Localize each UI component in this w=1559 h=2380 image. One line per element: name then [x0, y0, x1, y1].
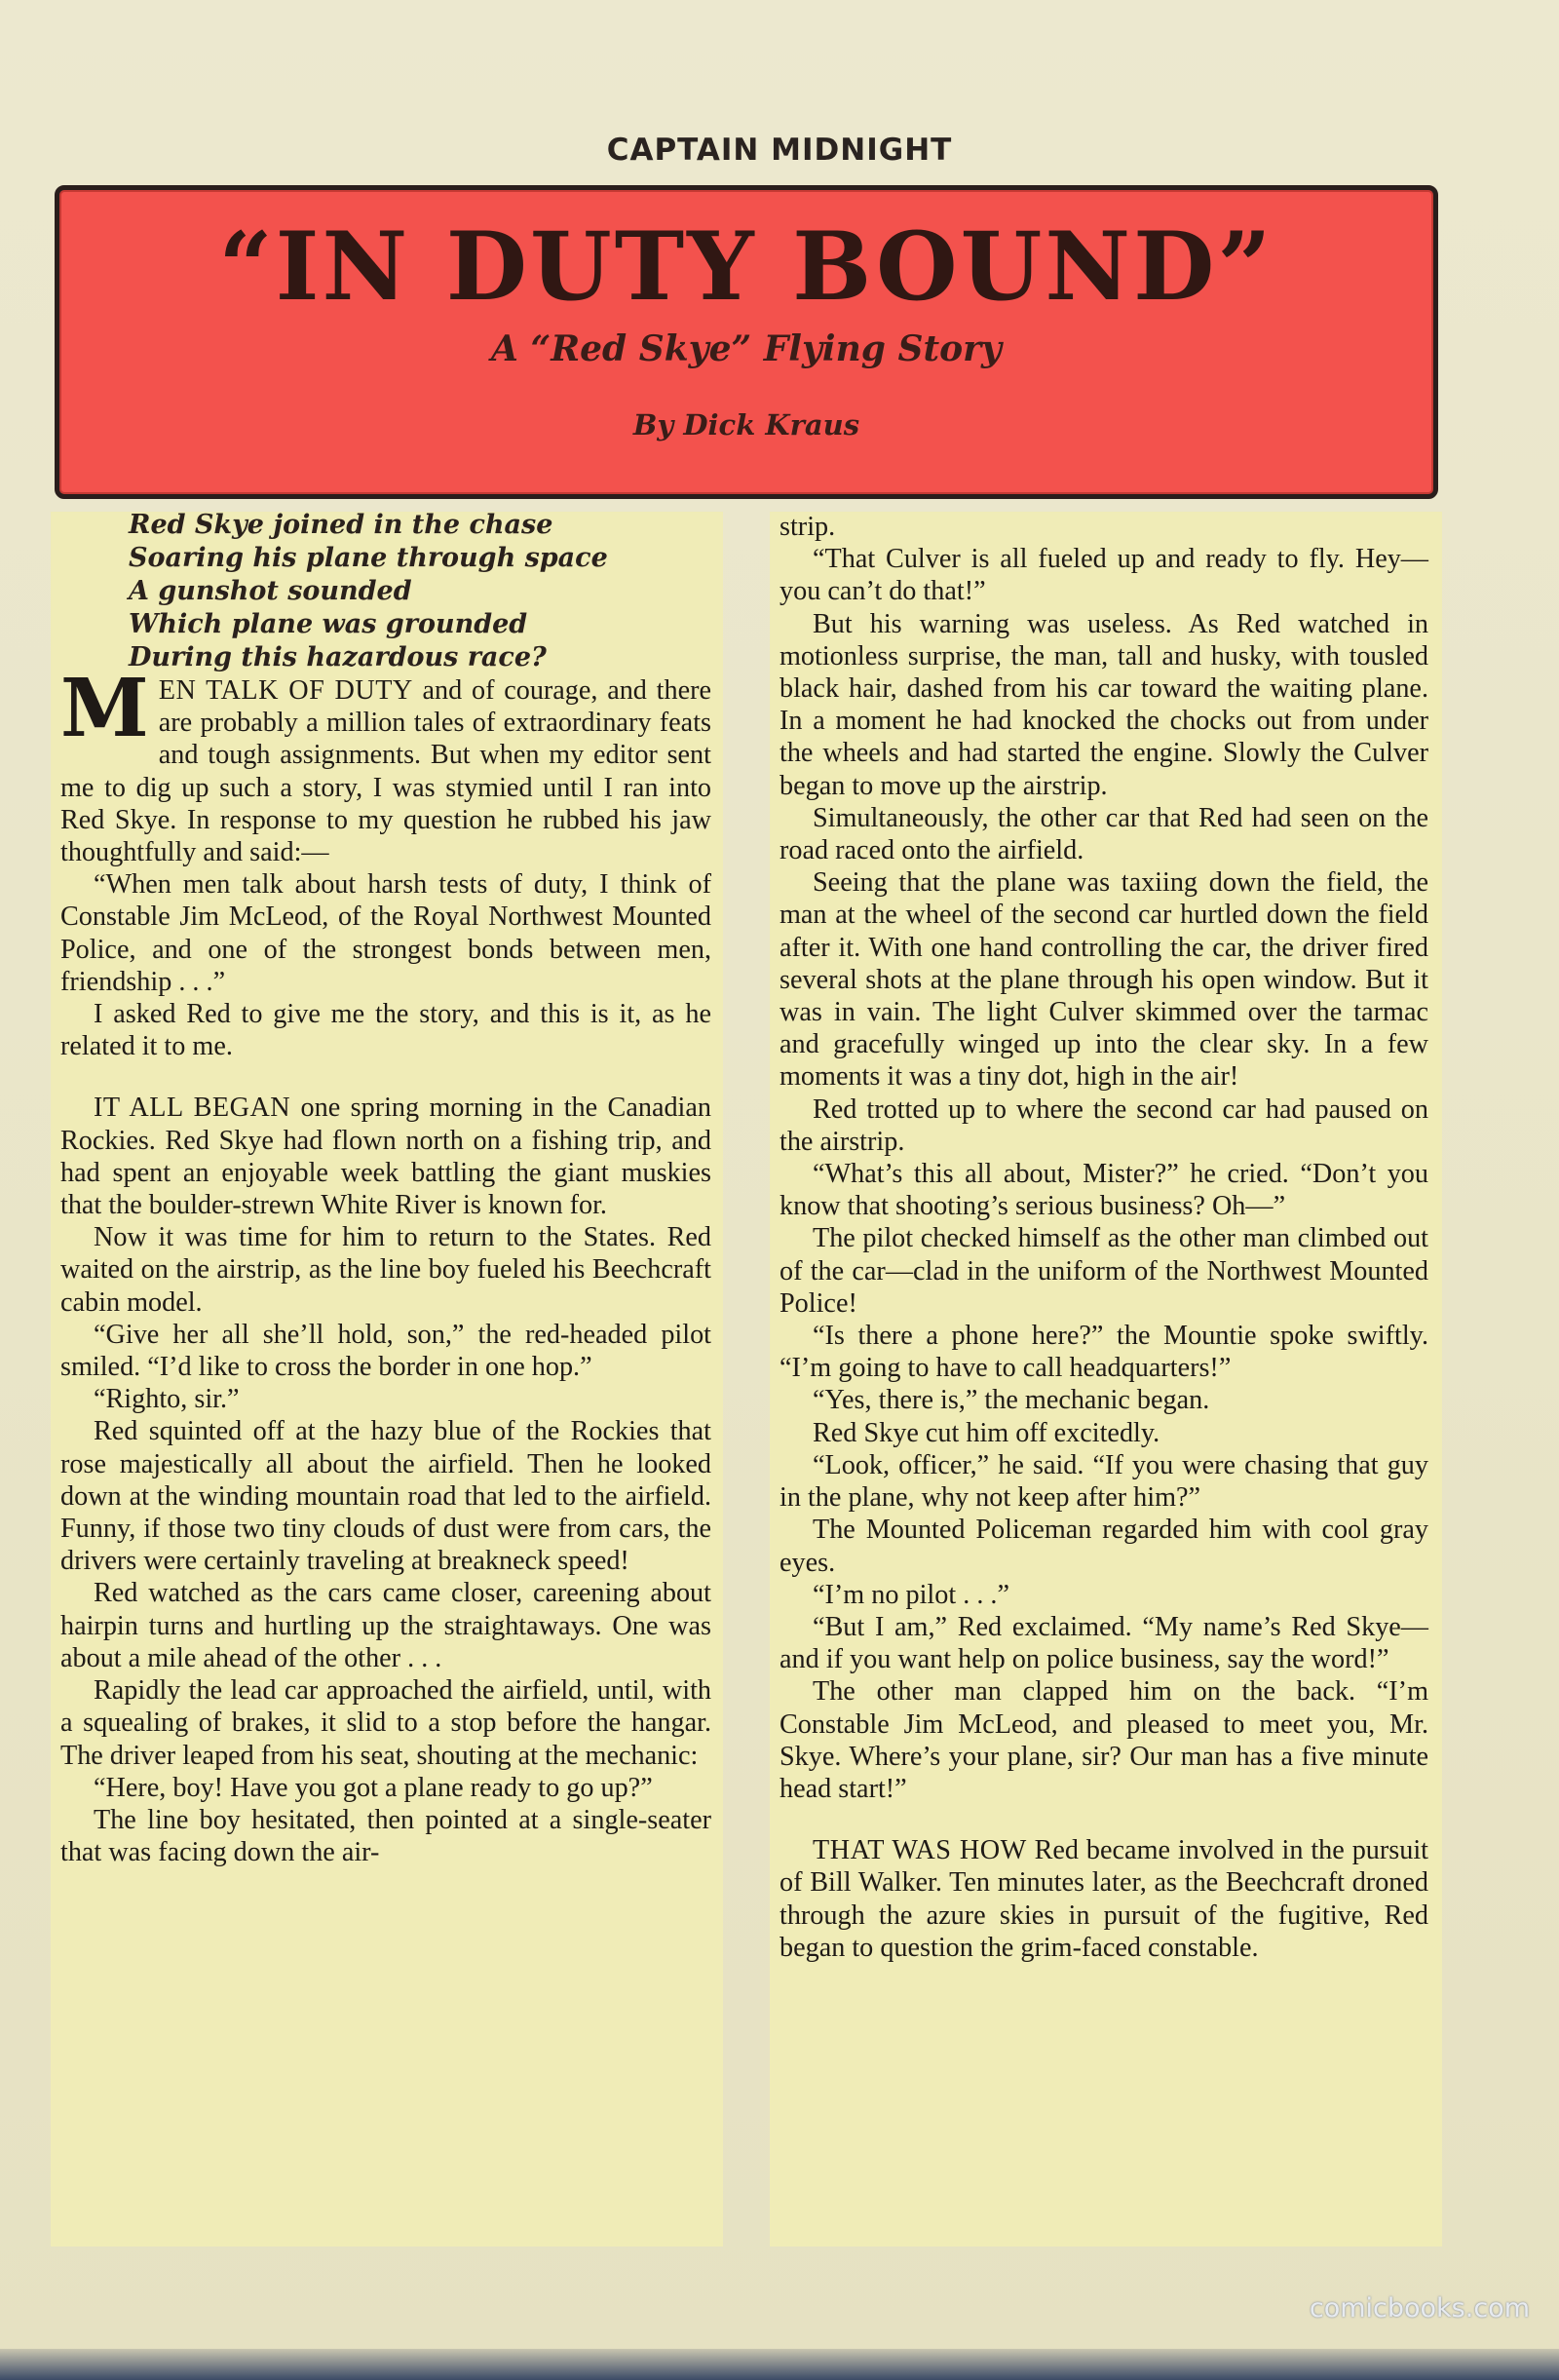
- lead-text: and of courage, and there are probably a million tales of extraordinary feats and tough assignments. But when my editor sent me to dig up such a story, I was stymied until I ran into Red Skye. In response to my question he rubbed his jaw thoughtfully and said:—: [60, 675, 711, 868]
- paragraph: Now it was time for him to return to the States. Red waited on the airstrip, as the line boy fueled his Beechcraft cabin model.: [60, 1222, 711, 1318]
- section-three-opening: THAT WAS HOW: [813, 1835, 1027, 1866]
- paragraph: Red watched as the cars came closer, careening about hairpin turns and hurtling up the straightaways. One was about a mile ahead of the other . . .: [60, 1578, 711, 1673]
- story-byline: By Dick Kraus: [632, 408, 860, 441]
- site-watermark: comicbooks.com: [1309, 2293, 1530, 2323]
- lead-paragraph: [60, 662, 711, 868]
- paragraph: “When men talk about harsh tests of duty, I think of Constable Jim McLeod, of the Royal Northwest Mounted Police, and one of the strongest bonds between men, friendship . . .”: [60, 869, 711, 997]
- paragraph: “Is there a phone here?” the Mountie spoke swiftly. “I’m going to have to call headquarters!”: [780, 1321, 1428, 1384]
- verse-line: During this hazardous race?: [129, 642, 547, 672]
- story-title: “IN DUTY BOUND”: [218, 211, 1274, 322]
- verse-line: Which plane was grounded: [129, 609, 528, 639]
- paragraph: The pilot checked himself as the other man climbed out of the car—clad in the uniform of the Northwest Mounted Police!: [780, 1223, 1428, 1319]
- paragraph: “That Culver is all fueled up and ready to fly. Hey—you can’t do that!”: [780, 544, 1428, 607]
- page-bottom-edge: [0, 2349, 1559, 2380]
- story-subtitle: A “Red Skye” Flying Story: [491, 328, 1002, 369]
- paragraph: “Look, officer,” he said. “If you were chasing that guy in the plane, why not keep after him?”: [780, 1449, 1428, 1514]
- lead-opening: EN TALK OF DUTY: [158, 675, 413, 706]
- paragraph: “I’m no pilot . . .”: [813, 1579, 1009, 1610]
- paragraph: “Righto, sir.”: [94, 1384, 240, 1415]
- paragraph: “But I am,” Red exclaimed. “My name’s Red Skye—and if you want help on police business, say the word!”: [780, 1611, 1428, 1675]
- paragraph: Red trotted up to where the second car had paused on the airstrip.: [780, 1094, 1428, 1157]
- paragraph: The line boy hesitated, then pointed at a single-seater that was facing down the air-: [60, 1804, 711, 1868]
- paragraph: The Mounted Policeman regarded him with cool gray eyes.: [780, 1515, 1428, 1578]
- running-head: CAPTAIN MIDNIGHT: [606, 133, 953, 168]
- section-three-paragraph: [780, 1834, 1428, 1964]
- intro-verse: [60, 509, 711, 674]
- section-two-text: one spring morning in the Canadian Rockies. Red Skye had flown north on a fishing trip, and had spent an enjoyable week battling the giant muskies that the boulder-strewn White River is known for.: [60, 1093, 711, 1221]
- paragraph: “What’s this all about, Mister?” he cried. “Don’t you know that shooting’s serious business? Oh—”: [780, 1159, 1428, 1222]
- left-column: [60, 509, 711, 1868]
- paragraph: But his warning was useless. As Red watched in motionless surprise, the man, tall and husky, with tousled black hair, dashed from his car toward the waiting plane. In a moment he had knocked the chocks out from under the wheels and had started the engine. Slowly the Culver began to move up the airstrip.: [780, 608, 1428, 801]
- section-two-opening: IT ALL BEGAN: [94, 1093, 291, 1124]
- verse-line: Red Skye joined in the chase: [129, 510, 553, 540]
- paragraph: I asked Red to give me the story, and this is it, as he related it to me.: [60, 999, 711, 1062]
- drop-cap: M: [60, 662, 149, 755]
- verse-line: A gunshot sounded: [129, 576, 412, 606]
- paragraph: Rapidly the lead car approached the airfield, until, with a squealing of brakes, it slid to a stop before the hangar. The driver leaped from his seat, shouting at the mechanic:: [60, 1675, 711, 1771]
- paragraph: “Yes, there is,” the mechanic began.: [813, 1385, 1210, 1416]
- title-banner: [55, 185, 1438, 499]
- section-three-text: Red became involved in the pursuit of Bill Walker. Ten minutes later, as the Beechcraft droned through the azure skies in pursuit of the fugitive, Red began to question the grim-faced constable.: [780, 1835, 1428, 1963]
- paragraph: Red squinted off at the hazy blue of the Rockies that rose majestically all about the airfield. Then he looked down at the winding mountain road that led to the airfield. Funny, if those two tiny clouds of dust were from cars, the drivers were certainly traveling at breakneck speed!: [60, 1416, 711, 1577]
- paragraph: Seeing that the plane was taxiing down the field, the man at the wheel of the second car hurtled down the field after it. With one hand controlling the car, the driver fired several shots at the plane through his open window. But it was in vain. The light Culver skimmed over the tarmac and gracefully winged up into the clear sky. In a few moments it was a tiny dot, high in the air!: [780, 867, 1428, 1093]
- paragraph: “Here, boy! Have you got a plane ready to go up?”: [94, 1772, 653, 1803]
- continued-line: strip.: [780, 512, 836, 542]
- paragraph: The other man clapped him on the back. “I’m Constable Jim McLeod, and pleased to meet you, Mr. Skye. Where’s your plane, sir? Our man has a five minute head start!”: [780, 1676, 1428, 1804]
- section-two-paragraph: [60, 1092, 711, 1221]
- verse-line: Soaring his plane through space: [129, 543, 608, 573]
- paragraph: Red Skye cut him off excitedly.: [813, 1417, 1160, 1448]
- paragraph: Simultaneously, the other car that Red had seen on the road raced onto the airfield.: [780, 802, 1428, 866]
- right-column: [780, 511, 1428, 1964]
- paragraph: “Give her all she’ll hold, son,” the red-headed pilot smiled. “I’d like to cross the border in one hop.”: [60, 1319, 711, 1383]
